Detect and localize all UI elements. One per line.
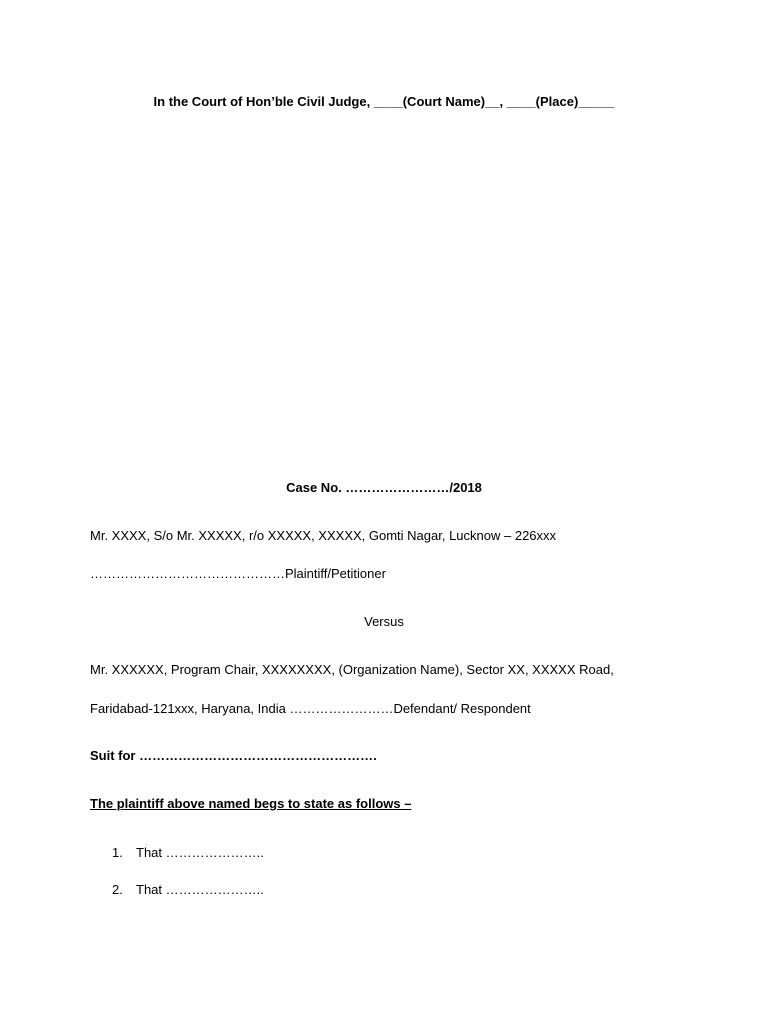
list-item-number: 1.: [112, 845, 123, 860]
defendant-details-line-1: Mr. XXXXXX, Program Chair, XXXXXXXX, (Organization Name), Sector XX, XXXXX Road,: [90, 662, 614, 677]
list-item-text: That …………………..: [136, 882, 264, 897]
plaintiff-details: Mr. XXXX, S/o Mr. XXXXX, r/o XXXXX, XXXXX, Gomti Nagar, Lucknow – 226xxx: [90, 528, 557, 543]
versus-label: Versus: [364, 614, 404, 629]
statement-heading: The plaintiff above named begs to state as follows –: [90, 796, 412, 811]
suit-for-line: Suit for ……………………………………………….: [90, 748, 377, 763]
defendant-details-line-2: Faridabad-121xxx, Haryana, India ……………………Defendant/ Respondent: [90, 701, 531, 716]
list-item: [112, 845, 264, 861]
case-number: Case No. ……………………/2018: [286, 480, 482, 495]
court-heading: In the Court of Hon’ble Civil Judge, ____(Court Name)__, ____(Place)_____: [153, 94, 615, 109]
list-item-text: That …………………..: [136, 845, 264, 860]
plaintiff-label: ………………………………………Plaintiff/Petitioner: [90, 566, 386, 581]
list-item: [112, 882, 264, 898]
list-item-number: 2.: [112, 882, 123, 897]
